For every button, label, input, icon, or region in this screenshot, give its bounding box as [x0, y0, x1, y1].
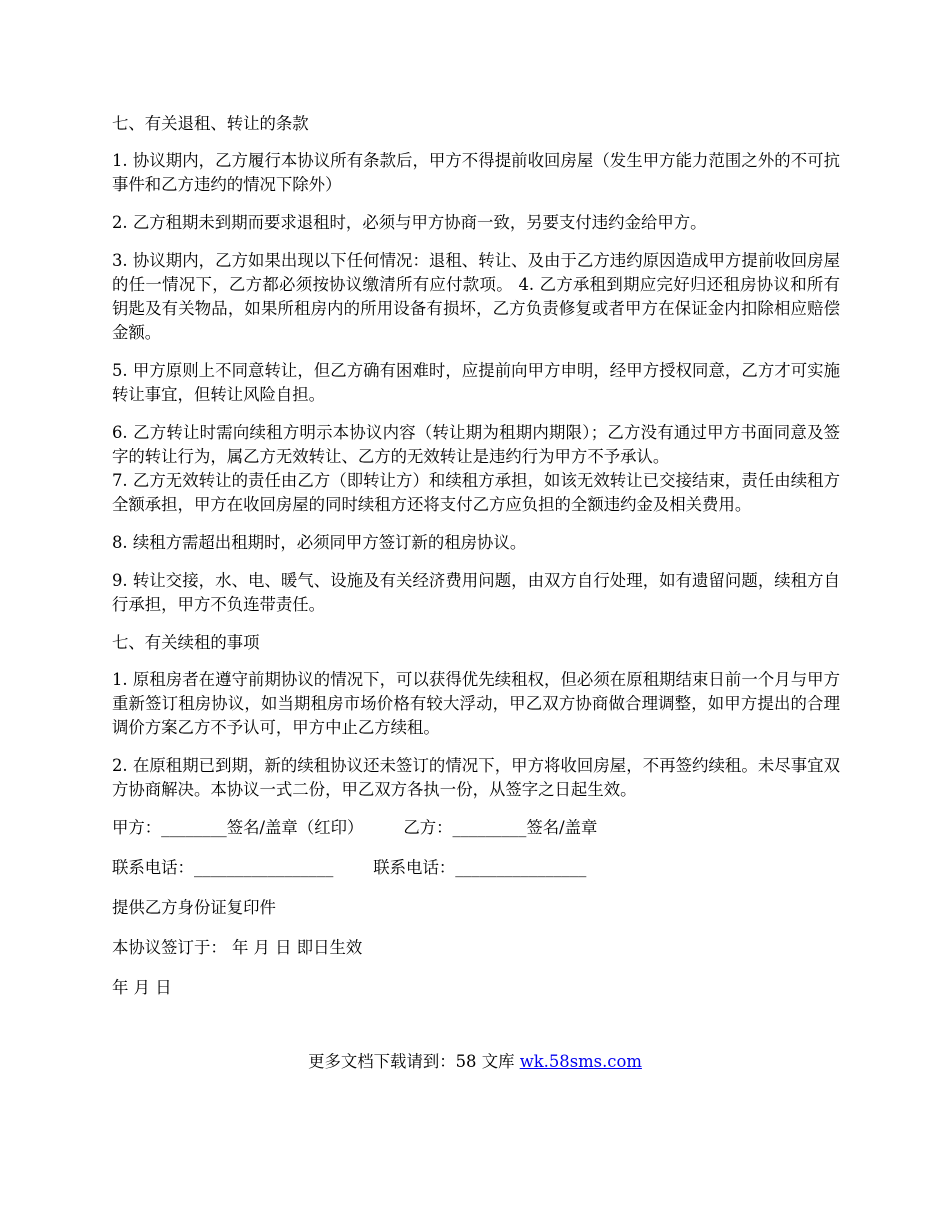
party-a-phone: 联系电话：_________________ — [112, 858, 334, 877]
clause-7: 7. 乙方无效转让的责任由乙方（即转让方）和续租方承担，如该无效转让已交接结束，责任由续租方全额承担，甲方在收回房屋的同时续租方还将支付乙方应负担的全额违约金及相关费用。 — [112, 471, 840, 514]
document-body — [112, 112, 840, 1016]
signature-row — [112, 816, 840, 840]
party-b-phone: 联系电话：________________ — [373, 858, 587, 877]
party-b-signature: 乙方：_________签名/盖章 — [403, 818, 598, 837]
renewal-clause-1: 1. 原租房者在遵守前期协议的情况下，可以获得优先续租权，但必须在原租期结束日前一个月与甲方重新签订租房协议，如当期租房市场价格有较大浮动，甲乙双方协商做合理调整，如甲方提出的合理调价方案乙方不予认可，甲方中止乙方续租。 — [112, 670, 840, 737]
footer-link[interactable]: wk.58sms.com — [519, 1052, 642, 1071]
clause-2: 2. 乙方租期未到期而要求退租时，必须与甲方协商一致，另要支付违约金给甲方。 — [112, 213, 707, 232]
party-a-signature: 甲方：________签名/盖章（红印） — [112, 818, 364, 837]
id-copy-note: 提供乙方身份证复印件 — [112, 898, 276, 917]
date-line: 年 月 日 — [112, 978, 172, 997]
clause-8: 8. 续租方需超出租期时，必须同甲方签订新的租房协议。 — [112, 533, 527, 552]
footer — [0, 1050, 950, 1074]
section-heading-renewal: 七、有关续租的事项 — [112, 633, 260, 652]
clause-3-4: 3. 协议期内，乙方如果出现以下任何情况：退租、转让、及由于乙方违约原因造成甲方提前收回房屋的任一情况下，乙方都必须按协议缴清所有应付款项。 4. 乙方承租到期应完好归还租房协议和所有钥匙及有关物品，如果所租房内的所用设备有损坏，乙方负责修复或者甲方在保证金内扣除相应赔偿金额。 — [112, 251, 840, 342]
clause-5: 5. 甲方原则上不同意转让，但乙方确有困难时，应提前向甲方申明，经甲方授权同意，乙方才可实施转让事宜，但转让风险自担。 — [112, 361, 840, 404]
footer-text: 更多文档下载请到：58 文库 — [308, 1052, 520, 1071]
renewal-clause-2: 2. 在原租期已到期，新的续租协议还未签订的情况下，甲方将收回房屋，不再签约续租。未尽事宜双方协商解决。本协议一式二份，甲乙双方各执一份，从签字之日起生效。 — [112, 756, 840, 799]
clause-6: 6. 乙方转让时需向续租方明示本协议内容（转让期为租期内期限）；乙方没有通过甲方书面同意及签字的转让行为，属乙方无效转让、乙方的无效转让是违约行为甲方不予承认。 — [112, 423, 840, 466]
phone-row — [112, 856, 840, 880]
clause-9: 9. 转让交接，水、电、暖气、设施及有关经济费用问题，由双方自行处理，如有遗留问题，续租方自行承担，甲方不负连带责任。 — [112, 571, 840, 614]
signed-date-line: 本协议签订于： 年 月 日 即日生效 — [112, 938, 363, 957]
section-heading-termination: 七、有关退租、转让的条款 — [112, 114, 309, 133]
clause-1: 1. 协议期内，乙方履行本协议所有条款后，甲方不得提前收回房屋（发生甲方能力范围之外的不可抗事件和乙方违约的情况下除外） — [112, 151, 840, 194]
